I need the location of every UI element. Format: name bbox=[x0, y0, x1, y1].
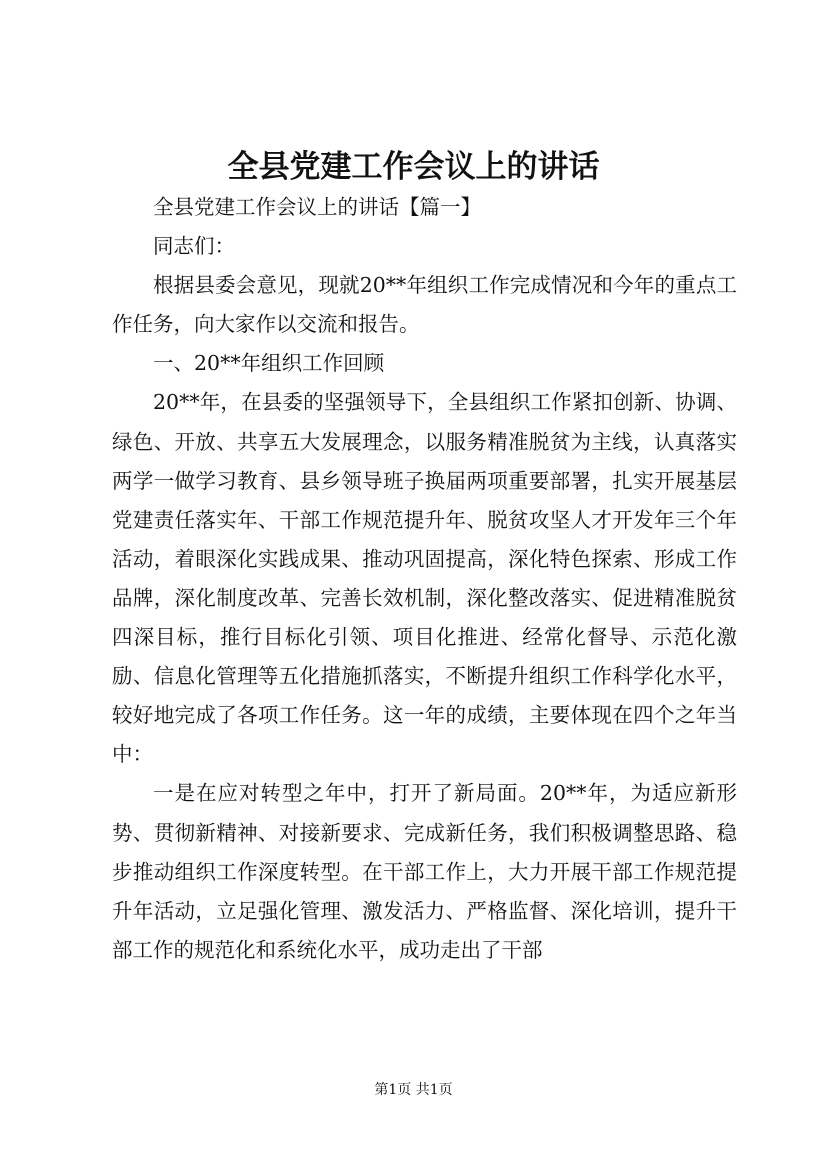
page-footer: 第1页 共1页 bbox=[374, 1082, 453, 1098]
document-title: 全县党建工作会议上的讲话 bbox=[227, 149, 600, 185]
section-heading: 全县党建工作会议上的讲话【篇一】 bbox=[153, 195, 481, 219]
subheading: 一、20**年组织工作回顾 bbox=[153, 351, 385, 376]
paragraph: 20**年，在县委的坚强领导下，全县组织工作紧扣创新、协调、绿色、开放、共享五大发展理念，以服务精准脱贫为主线，认真落实两学一做学习教育、县乡领导班子换届两项重要部署，扎实开展基层党建责任落实年、干部工作规范提升年、脱贫攻坚人才开发年三个年活动，着眼深化实践成果、推动巩固提高，深化特色探索、形成工作品牌，深化制度改革、完善长效机制，深化整改落实、促进精准脱贫四深目标，推行目标化引领、项目化推进、经常化督导、示范化激励、信息化管理等五化措施抓落实，不断提升组织工作科学化水平，较好地完成了各项工作任务。这一年的成绩，主要体现在四个之年当中： bbox=[112, 390, 737, 767]
paragraph: 根据县委会意见，现就20**年组织工作完成情况和今年的重点工作任务，向大家作以交流和报告。 bbox=[112, 273, 737, 337]
document-body bbox=[112, 188, 737, 970]
paragraph: 一是在应对转型之年中，打开了新局面。20**年，为适应新形势、贯彻新精神、对接新要求、完成新任务，我们积极调整思路、稳步推动组织工作深度转型。在干部工作上，大力开展干部工作规范提升年活动，立足强化管理、激发活力、严格监督、深化培训，提升干部工作的规范化和系统化水平，成功走出了干部 bbox=[112, 781, 737, 962]
salutation: 同志们： bbox=[153, 234, 235, 259]
